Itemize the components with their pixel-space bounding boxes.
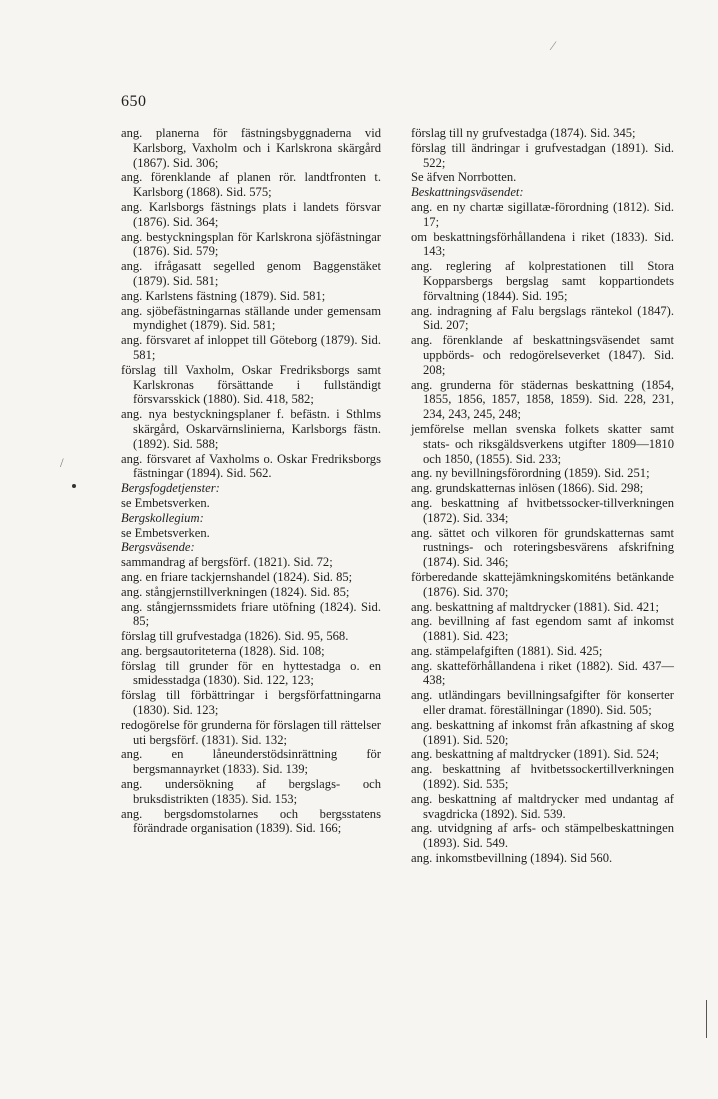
index-entry: om beskattningsförhållandena i riket (1833). Sid. 143;: [411, 229, 674, 259]
index-entry: ang. förenklande af beskattningsväsendet samt uppbörds- och redogörelseverket (1847). Sid. 208;: [411, 333, 674, 377]
index-entry: ang. inkomstbevillning (1894). Sid 560.: [411, 851, 613, 866]
section-heading: Bergsfogdetjenster:: [121, 481, 220, 496]
index-entry: ang. försvaret af inloppet till Göteborg (1879). Sid. 581;: [121, 333, 381, 362]
margin-rule: [706, 1000, 707, 1038]
index-entry: ang. skatteförhållandena i riket (1882). Sid. 437—438;: [411, 658, 674, 688]
index-entry: ang. beskattning af hvitbetssockertillverkningen (1892). Sid. 535;: [411, 762, 674, 792]
index-entry: förslag till ändringar i grufvestadgan (1891). Sid. 522;: [411, 140, 674, 170]
index-entry: ang. beskattning af hvitbetssocker-tillverkningen (1872). Sid. 334;: [411, 495, 674, 525]
margin-mark: ⁄: [552, 38, 555, 53]
index-entry: förslag till ny grufvestadga (1874). Sid. 345;: [411, 126, 636, 140]
index-entry: ang. sjöbefästningarnas ställande under gemensam myndighet (1879). Sid. 581;: [121, 303, 381, 333]
index-entry: ang. en låneunderstödsinrättning för bergsmannayrket (1833). Sid. 139;: [121, 747, 381, 777]
index-entry: ang. en ny chartæ sigillatæ-förordning (1812). Sid. 17;: [411, 199, 674, 229]
index-entry: förslag till grunder för en hyttestadga o. en smidesstadga (1830). Sid. 122, 123;: [121, 658, 381, 688]
index-entry: ang. förenklande af planen rör. landtfronten t. Karlsborg (1868). Sid. 575;: [121, 170, 381, 200]
right-column: [411, 126, 674, 866]
index-entry: ang. planerna för fästningsbyggnaderna vid Karlsborg, Vaxholm och i Karlskrona skärgård (1867). Sid. 306;: [121, 126, 381, 170]
index-entry: ang. indragning af Falu bergslags räntekol (1847). Sid. 207;: [411, 303, 674, 333]
index-entry: ang. bergsdomstolarnes och bergsstatens förändrade organisation (1839). Sid. 166;: [121, 806, 381, 836]
index-entry: ang. undersökning af bergslags- och bruksdistrikten (1835). Sid. 153;: [121, 777, 381, 806]
index-entry: ang. stämpelafgiften (1881). Sid. 425;: [411, 643, 603, 658]
index-entry: ang. reglering af kolprestationen till Stora Kopparsbergs bergslag samt koppartiondets förvaltning (1844). Sid. 195;: [411, 259, 674, 303]
index-entry: redogörelse för grunderna för förslagen till rättelser uti bergsförf. (1831). Sid. 132;: [121, 717, 381, 747]
index-entry: ang. bergsautoriteterna (1828). Sid. 108;: [121, 643, 325, 658]
index-entry: sammandrag af bergsförf. (1821). Sid. 72;: [121, 555, 333, 570]
section-heading: Beskattningsväsendet:: [411, 185, 524, 200]
index-entry: ang. utländingars bevillningsafgifter för konserter eller dramat. föreställningar (1890). Sid. 505;: [411, 688, 674, 718]
index-entry: Se äfven Norrbotten.: [411, 170, 517, 185]
index-entry: ang. en friare tackjernshandel (1824). Sid. 85;: [121, 569, 353, 584]
index-entry: förberedande skattejämkningskomiténs betänkande (1876). Sid. 370;: [411, 569, 674, 599]
index-entry: ang. beskattning af inkomst från afkastning af skog (1891). Sid. 520;: [411, 717, 674, 747]
index-entry: ang. Karlsborgs fästnings plats i landets försvar (1876). Sid. 364;: [121, 199, 381, 229]
index-entry: ang. bestyckningsplan för Karlskrona sjöfästningar (1876). Sid. 579;: [121, 229, 381, 259]
index-entry: se Embetsverken.: [121, 525, 210, 540]
index-entry: ang. ny bevillningsförordning (1859). Sid. 251;: [411, 466, 650, 481]
index-entry: ang. sättet och vilkoren för grundskatternas samt rustnings- och roteringsbesvärens afskrifning (1874). Sid. 346;: [411, 525, 674, 570]
index-entry: ang. stångjernstillverkningen (1824). Sid. 85;: [121, 584, 350, 599]
margin-mark: /: [60, 455, 64, 470]
index-entry: förslag till grufvestadga (1826). Sid. 95, 568.: [121, 629, 349, 644]
index-entry: förslag till förbättringar i bergsförfattningarna (1830). Sid. 123;: [121, 688, 381, 718]
index-entry: förslag till Vaxholm, Oskar Fredriksborgs samt Karlskronas försättande i fullständigt försvarsskick (1880). Sid. 418, 582;: [121, 362, 381, 407]
index-entry: ang. Karlstens fästning (1879). Sid. 581;: [121, 288, 326, 303]
index-entry: ang. beskattning af maltdrycker (1891). Sid. 524;: [411, 747, 659, 762]
index-entry: ang. ifrågasatt segelled genom Baggenstäket (1879). Sid. 581;: [121, 259, 381, 288]
index-entry: ang. grundskatternas inlösen (1866). Sid. 298;: [411, 481, 644, 496]
page-number: 650: [121, 93, 147, 110]
index-entry: jemförelse mellan svenska folkets skatter samt stats- och riksgäldsverkens utgifter 1809—1810 och 1850, (1855). Sid. 233;: [411, 421, 674, 466]
index-entry: ang. beskattning af maltdrycker med undantag af svagdricka (1892). Sid. 539.: [411, 791, 674, 821]
index-entry: ang. bevillning af fast egendom samt af inkomst (1881). Sid. 423;: [411, 614, 674, 644]
index-entry: ang. beskattning af maltdrycker (1881). Sid. 421;: [411, 599, 659, 614]
section-heading: Bergskollegium:: [121, 510, 204, 525]
index-entry: ang. nya bestyckningsplaner f. befästn. i Sthlms skärgård, Oskarvärnslinierna, Karlsborgs fästn. (1892). Sid. 588;: [121, 407, 381, 451]
index-entry: ang. utvidgning af arfs- och stämpelbeskattningen (1893). Sid. 549.: [411, 821, 674, 851]
index-entry: ang. försvaret af Vaxholms o. Oskar Fredriksborgs fästningar (1894). Sid. 562.: [121, 451, 381, 481]
index-entry: se Embetsverken.: [121, 495, 210, 510]
margin-dot: [72, 484, 76, 488]
left-column: [121, 126, 381, 836]
index-entry: ang. grunderna för städernas beskattning (1854, 1855, 1856, 1857, 1858, 1859). Sid. 228, 231, 234, 243, 245, 248;: [411, 377, 674, 422]
section-heading: Bergsväsende:: [121, 540, 195, 555]
index-entry: ang. stångjernssmidets friare utöfning (1824). Sid. 85;: [121, 599, 381, 629]
